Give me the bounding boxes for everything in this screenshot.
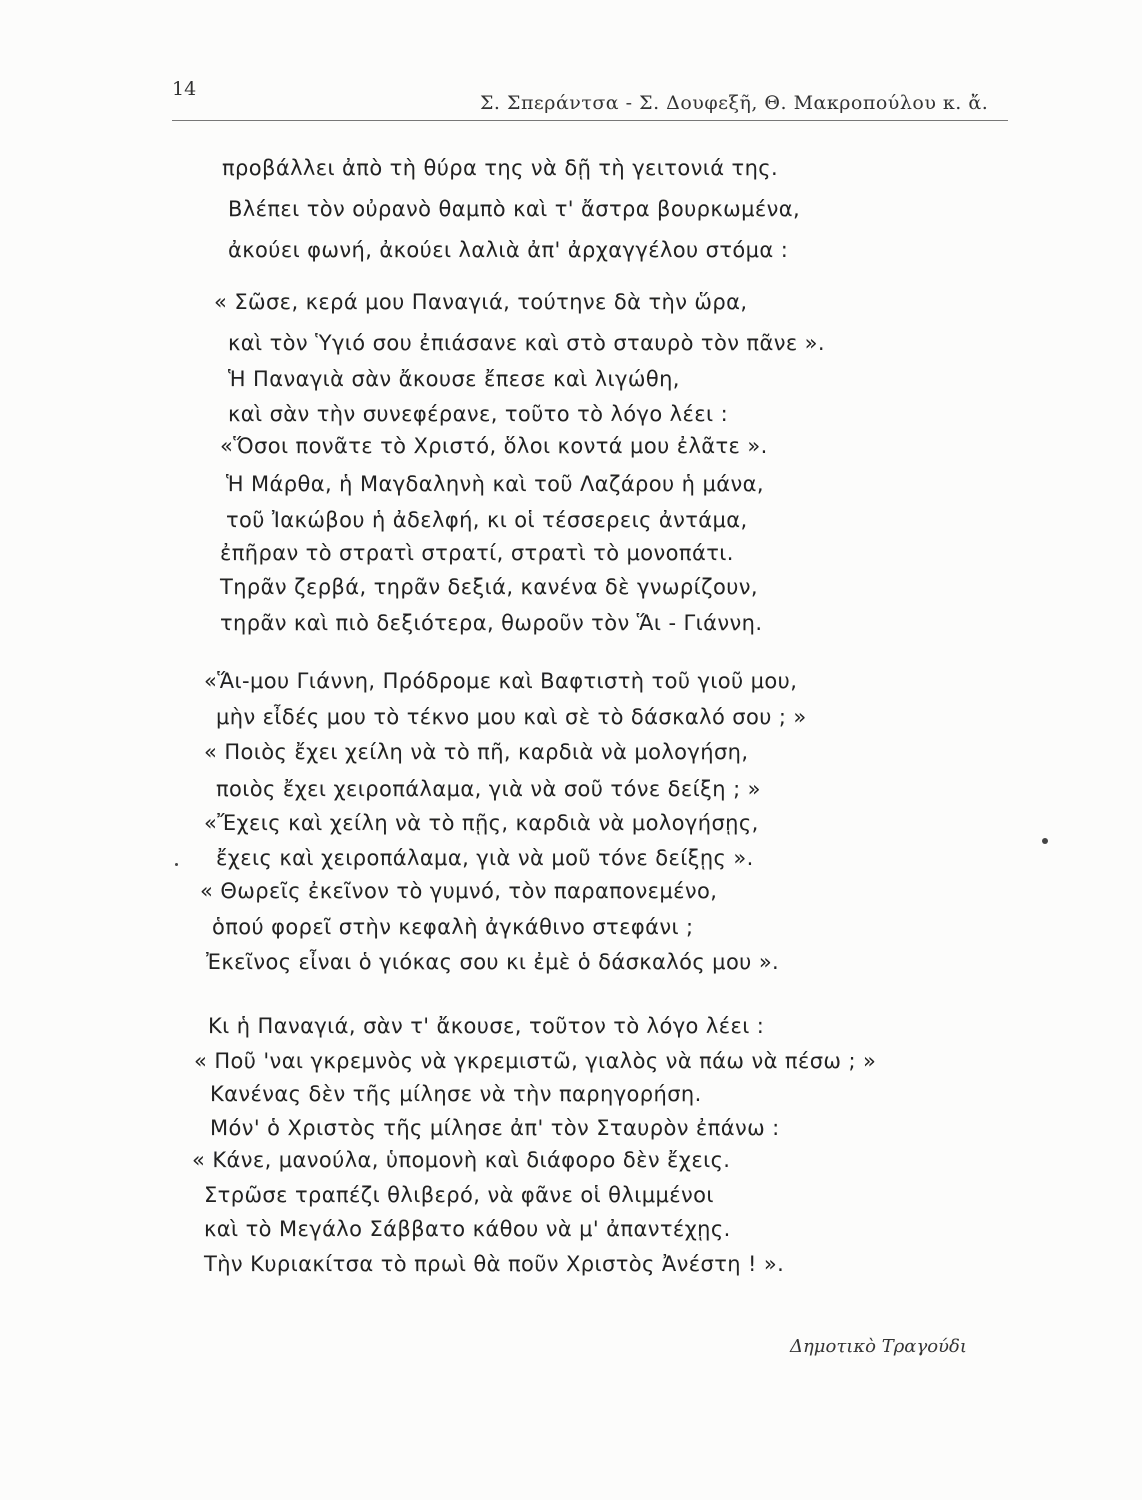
page-number: 14 <box>172 78 197 100</box>
poem-line: «Ἅι-μου Γιάννη, Πρόδρομε καὶ Βαφτιστὴ τοῦ γιοῦ μου, <box>204 669 798 693</box>
poem-line: « Ποῦ 'ναι γκρεμνὸς νὰ γκρεμιστῶ, γιαλὸς νὰ πάω νὰ πέσω ; » <box>194 1049 877 1073</box>
poem-line: Ἐκεῖνος εἶναι ὁ γιόκας σου κι ἐμὲ ὁ δάσκαλός μου ». <box>206 950 780 974</box>
poem-line: Βλέπει τὸν οὐρανὸ θαμπὸ καὶ τ' ἄστρα βουρκωμένα, <box>228 197 801 221</box>
poem-line: ἔχεις καὶ χειροπάλαμα, γιὰ νὰ μοῦ τόνε δείξῃς ». <box>216 846 754 870</box>
poem-line: ἀκούει φωνή, ἀκούει λαλιὰ ἀπ' ἀρχαγγέλου στόμα : <box>228 238 789 262</box>
poem-line: Κανένας δὲν τῆς μίλησε νὰ τὴν παρηγορήση. <box>210 1082 702 1106</box>
scan-speck <box>175 863 178 866</box>
poem-line: « Κάνε, μανούλα, ὑπομονὴ καὶ διάφορο δὲν ἔχεις. <box>192 1148 731 1172</box>
poem-line: καὶ τὸν Ὑγιό σου ἐπιάσανε καὶ στὸ σταυρὸ τὸν πᾶνε ». <box>228 331 825 355</box>
poem-line: « Ποιὸς ἔχει χείλη νὰ τὸ πῆ, καρδιὰ νὰ μολογήση, <box>204 740 749 764</box>
poem-line: « Θωρεῖς ἐκεῖνον τὸ γυμνό, τὸν παραπονεμένο, <box>200 879 718 903</box>
poem-line: Τηρᾶν ζερβά, τηρᾶν δεξιά, κανένα δὲ γνωρίζουν, <box>220 575 758 599</box>
poem-line: ὁπού φορεῖ στὴν κεφαλὴ ἀγκάθινο στεφάνι ; <box>212 915 694 939</box>
poem-line: προβάλλει ἀπὸ τὴ θύρα της νὰ δῇ τὴ γειτονιά της. <box>222 156 779 180</box>
signature: Δημοτικὸ Τραγούδι <box>790 1336 967 1357</box>
poem-line: ποιὸς ἔχει χειροπάλαμα, γιὰ νὰ σοῦ τόνε δείξη ; » <box>216 777 761 801</box>
poem-line: Στρῶσε τραπέζι θλιβερό, νὰ φᾶνε οἱ θλιμμένοι <box>204 1183 714 1207</box>
poem-line: τοῦ Ἰακώβου ἡ ἀδελφή, κι οἱ τέσσερεις ἀντάμα, <box>226 508 748 532</box>
poem-line: «Ἔχεις καὶ χείλη νὰ τὸ πῇς, καρδιὰ νὰ μολογήσῃς, <box>204 811 759 835</box>
poem-line: καὶ τὸ Μεγάλο Σάββατο κάθου νὰ μ' ἀπαντέχῃς. <box>204 1217 731 1241</box>
poem-line: Ἡ Παναγιὰ σὰν ἄκουσε ἔπεσε καὶ λιγώθη, <box>228 367 680 391</box>
poem-line: Τὴν Κυριακίτσα τὸ πρωὶ θὰ ποῦν Χριστὸς Ἀνέστη ! ». <box>204 1252 785 1276</box>
poem-line: Ἡ Μάρθα, ἡ Μαγδαληνὴ καὶ τοῦ Λαζάρου ἡ μάνα, <box>226 472 764 496</box>
poem-line: τηρᾶν καὶ πιὸ δεξιότερα, θωροῦν τὸν Ἅι - Γιάννη. <box>220 611 763 635</box>
poem-line: μὴν εἶδές μου τὸ τέκνο μου καὶ σὲ τὸ δάσκαλό σου ; » <box>216 705 807 729</box>
poem-line: Μόν' ὁ Χριστὸς τῆς μίλησε ἀπ' τὸν Σταυρὸν ἐπάνω : <box>210 1116 780 1140</box>
running-head: Σ. Σπεράντσα - Σ. Δουφεξῆ, Θ. Μακροπούλου κ. ἄ. <box>480 92 989 114</box>
poem-line: ἐπῆραν τὸ στρατὶ στρατί, στρατὶ τὸ μονοπάτι. <box>220 541 734 565</box>
poem-line: «Ὅσοι πονᾶτε τὸ Χριστό, ὅλοι κοντά μου ἐλᾶτε ». <box>220 434 768 458</box>
poem-line: Κι ἡ Παναγιά, σὰν τ' ἄκουσε, τοῦτον τὸ λόγο λέει : <box>208 1014 765 1038</box>
poem-line: καὶ σὰν τὴν συνεφέρανε, τοῦτο τὸ λόγο λέει : <box>228 402 729 426</box>
poem-line: « Σῶσε, κερά μου Παναγιά, τούτηνε δὰ τὴν ὥρα, <box>214 290 748 314</box>
scan-speck <box>1042 838 1048 844</box>
